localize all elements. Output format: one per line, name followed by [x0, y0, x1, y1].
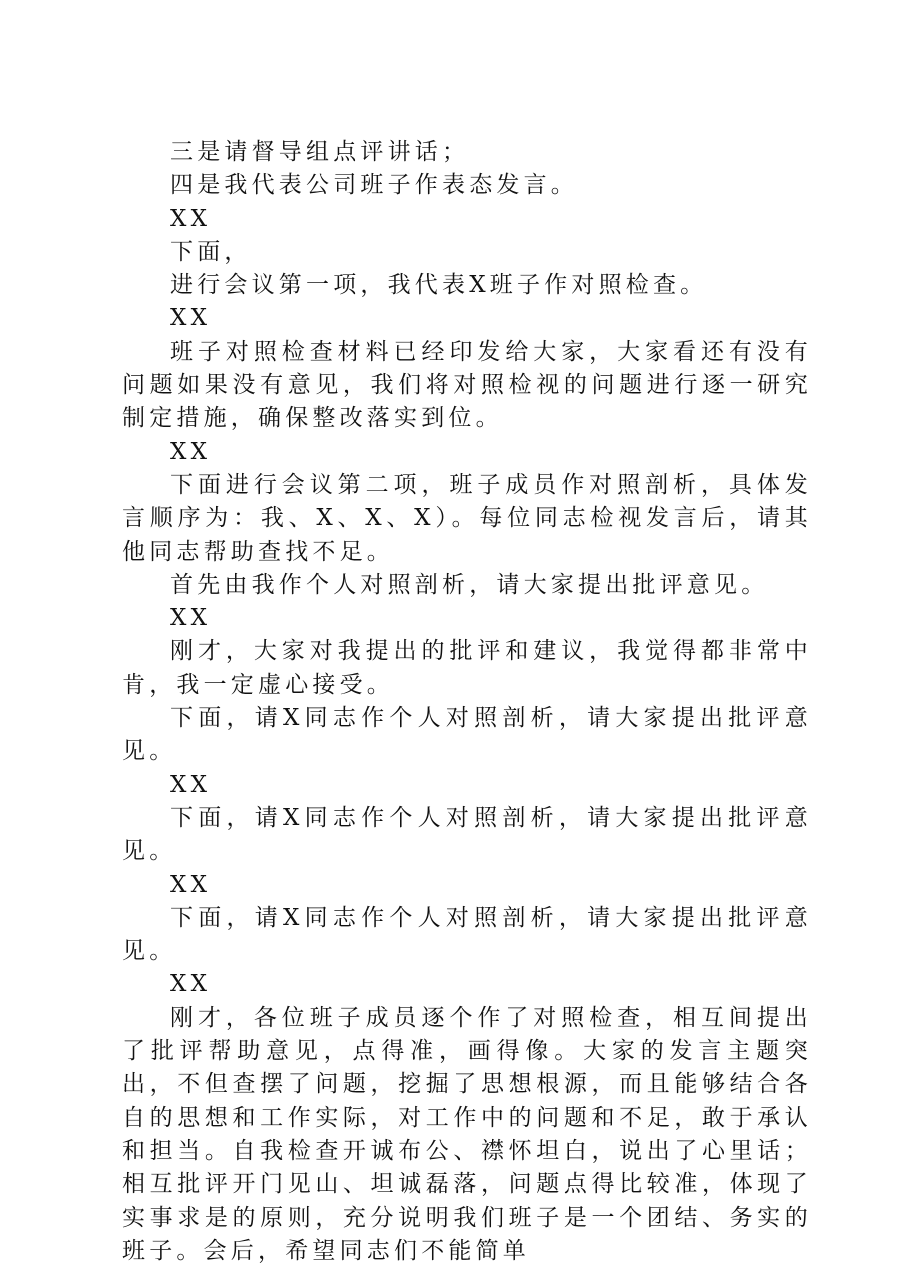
paragraph: 下面，请X同志作个人对照剖析，请大家提出批评意见。: [122, 804, 812, 865]
paragraph: XX: [170, 605, 212, 632]
document-body: [122, 136, 812, 1268]
paragraph: 班子对照检查材料已经印发给大家，大家看还有没有问题如果没有意见，我们将对照检视的问题进行逐一研究制定措施，确保整改落实到位。: [122, 338, 812, 432]
paragraph: XX: [170, 438, 212, 465]
paragraph: XX: [170, 205, 212, 232]
paragraph: 下面，: [170, 238, 252, 265]
paragraph: XX: [170, 971, 212, 998]
paragraph: XX: [170, 305, 212, 332]
paragraph: 刚才，各位班子成员逐个作了对照检查，相互间提出了批评帮助意见，点得准，画得像。大家的发言主题突出，不但查摆了问题，挖掘了思想根源，而且能够结合各自的思想和工作实际，对工作中的问题和不足，敢于承认和担当。自我检查开诚布公、襟怀坦白，说出了心里话；相互批评开门见山、坦诚磊落，问题点得比较准，体现了实事求是的原则，充分说明我们班子是一个团结、务实的班子。会后，希望同志们不能简单: [122, 1004, 812, 1264]
paragraph: 进行会议第一项，我代表X班子作对照检查。: [170, 272, 708, 299]
paragraph: 下面进行会议第二项，班子成员作对照剖析，具体发言顺序为：我、X、X、X）。每位同志检视发言后，请其他同志帮助查找不足。: [122, 471, 812, 565]
paragraph: XX: [170, 871, 212, 898]
paragraph: 四是我代表公司班子作表态发言。: [170, 172, 578, 199]
paragraph: 三是请督导组点评讲话；: [170, 139, 470, 165]
paragraph: XX: [170, 771, 212, 798]
paragraph: 首先由我作个人对照剖析，请大家提出批评意见。: [170, 571, 769, 598]
paragraph: 下面，请X同志作个人对照剖析，请大家提出批评意见。: [122, 904, 812, 965]
paragraph: 下面，请X同志作个人对照剖析，请大家提出批评意见。: [122, 705, 812, 765]
paragraph: 刚才，大家对我提出的批评和建议，我觉得都非常中肯，我一定虚心接受。: [122, 638, 812, 698]
